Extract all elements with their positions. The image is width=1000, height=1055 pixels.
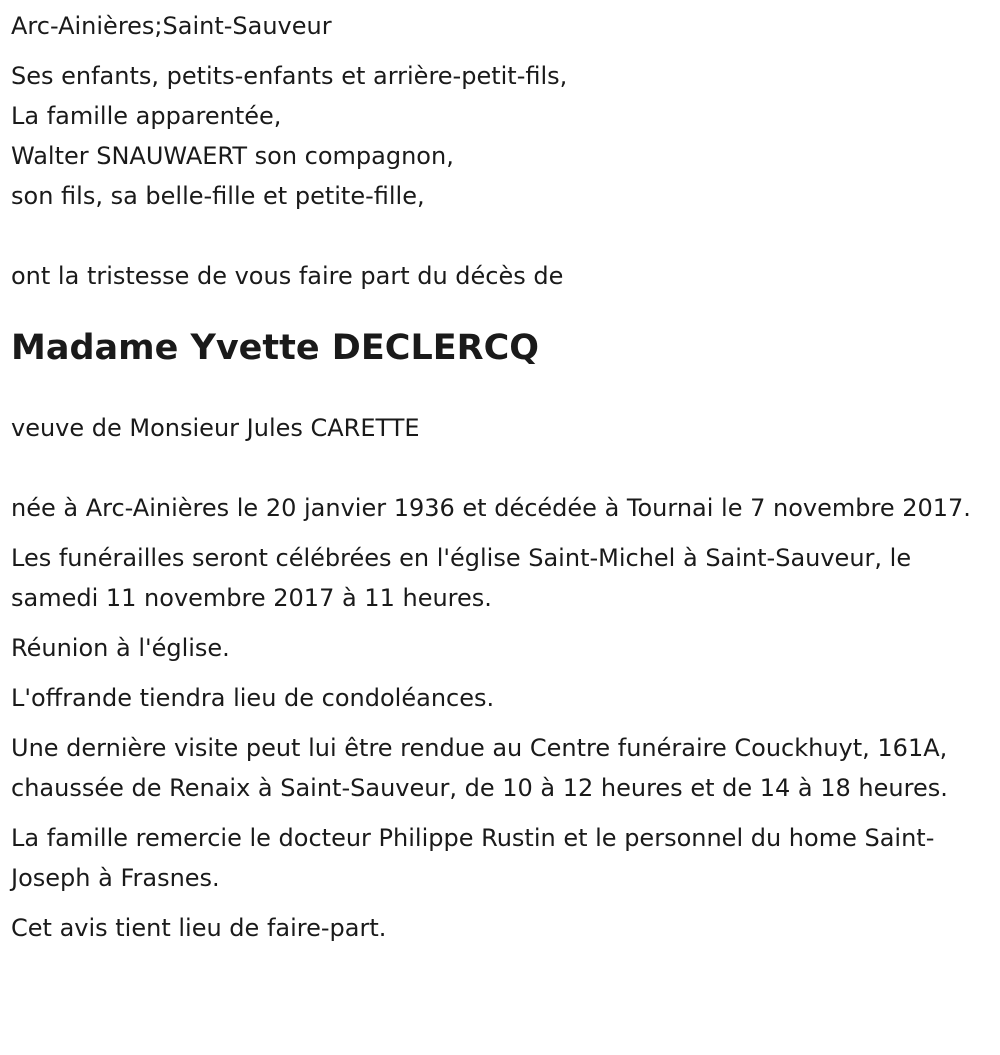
family-block [11, 56, 996, 216]
widow-of-line: veuve de Monsieur Jules CARETTE [11, 414, 420, 442]
closing-paragraph: Cet avis tient lieu de faire-part. [11, 914, 387, 942]
visit-paragraph: Une dernière visite peut lui être rendue au Centre funéraire Couckhuyt, 161A, chaussée de Renaix à Saint-Sauveur, de 10 à 12 heures et de 14 à 18 heures. [11, 734, 948, 802]
location-line: Arc-Ainières;Saint-Sauveur [11, 12, 332, 40]
birth-death-paragraph: née à Arc-Ainières le 20 janvier 1936 et décédée à Tournai le 7 novembre 2017. [11, 494, 971, 522]
family-line: Ses enfants, petits-enfants et arrière-petit-fils, [11, 62, 568, 90]
family-line: La famille apparentée, [11, 102, 282, 130]
funeral-paragraph: Les funérailles seront célébrées en l'église Saint-Michel à Saint-Sauveur, le samedi 11 novembre 2017 à 11 heures. [11, 544, 912, 612]
meeting-paragraph: Réunion à l'église. [11, 634, 230, 662]
offering-paragraph: L'offrande tiendra lieu de condoléances. [11, 684, 495, 712]
deceased-name: Madame Yvette DECLERCQ [11, 328, 540, 368]
family-line: son fils, sa belle-fille et petite-fille, [11, 182, 425, 210]
obituary-notice [11, 0, 996, 948]
announcement-text: ont la tristesse de vous faire part du décès de [11, 262, 564, 290]
thanks-paragraph: La famille remercie le docteur Philippe Rustin et le personnel du home Saint-Joseph à Frasnes. [11, 824, 935, 892]
family-line: Walter SNAUWAERT son compagnon, [11, 142, 454, 170]
